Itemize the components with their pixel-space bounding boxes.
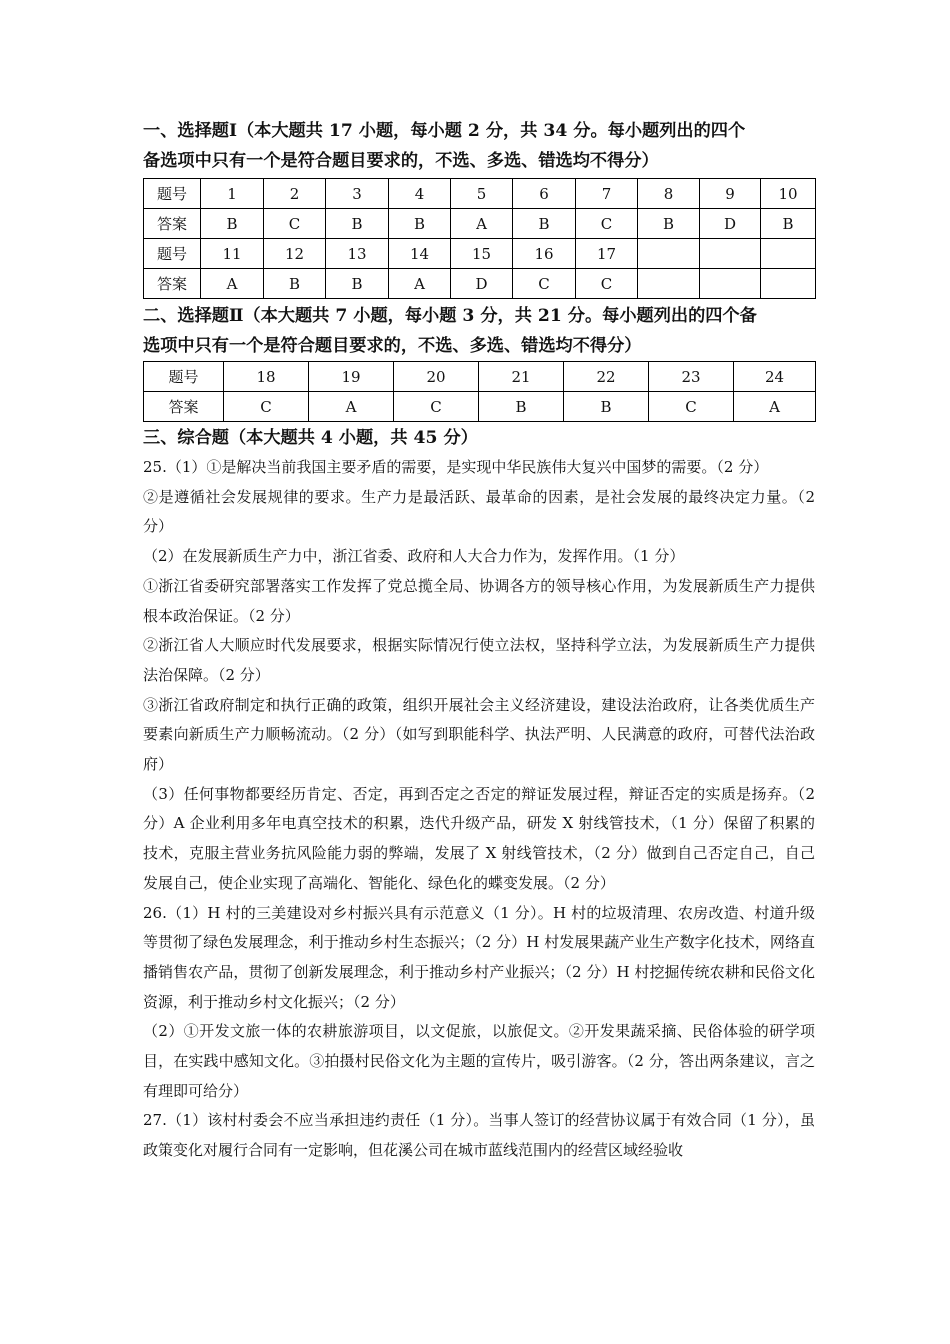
table-cell: D [451, 269, 513, 299]
table-cell: C [649, 392, 734, 422]
table-row [144, 362, 816, 392]
table-cell: C [576, 209, 638, 239]
table-row [144, 269, 816, 299]
table-cell [761, 239, 816, 269]
table-cell: 13 [326, 239, 389, 269]
table-cell: 1 [201, 179, 264, 209]
table-cell: C [224, 392, 309, 422]
paragraph: （2）在发展新质生产力中，浙江省委、政府和人大合力作为，发挥作用。（1 分） [143, 547, 685, 566]
table-cell: B [326, 269, 389, 299]
table-cell [700, 239, 761, 269]
table-cell: A [389, 269, 451, 299]
paragraph: 27.（1）该村村委会不应当承担违约责任（1 分）。当事人签订的经营协议属于有效合同（1 分），虽政策变化对履行合同有一定影响，但花溪公司在城市蓝线范围内的经营区域经验收 [143, 1111, 815, 1160]
table-cell: 16 [513, 239, 576, 269]
row-header-cell: 答案 [144, 209, 201, 239]
section2-title-line1: 二、选择题Ⅱ（本大题共 7 小题，每小题 3 分，共 21 分。每小题列出的四个备 [143, 306, 757, 326]
table-cell: 7 [576, 179, 638, 209]
table-row [144, 239, 816, 269]
table-cell: B [564, 392, 649, 422]
table-cell [761, 269, 816, 299]
paragraph: 26.（1）H 村的三美建设对乡村振兴具有示范意义（1 分）。H 村的垃圾清理、农房改造、村道升级等贯彻了绿色发展理念，利于推动乡村生态振兴；（2 分）H 村发展果蔬产业生产数字化技术，网络直播销售农产品，贯彻了创新发展理念，利于推动乡村产业振兴；（2 分）H 村挖掘传统农耕和民俗文化资源，利于推动乡村文化振兴；（2 分） [143, 903, 815, 1011]
table-cell: 20 [394, 362, 479, 392]
table-cell: B [264, 269, 326, 299]
table-cell: B [479, 392, 564, 422]
table-cell: 11 [201, 239, 264, 269]
paragraph: ②浙江省人大顺应时代发展要求，根据实际情况行使立法权，坚持科学立法，为发展新质生产力提供法治保障。（2 分） [143, 636, 815, 684]
table-cell: 10 [761, 179, 816, 209]
table-cell: 24 [734, 362, 816, 392]
paragraph: ③浙江省政府制定和执行正确的政策，组织开展社会主义经济建设，建设法治政府，让各类优质生产要素向新质生产力顺畅流动。（2 分）（如写到职能科学、执法严明、人民满意的政府，可替代法治政府） [143, 695, 815, 774]
table-cell: A [451, 209, 513, 239]
table-cell [638, 269, 700, 299]
table-cell: A [201, 269, 264, 299]
table-row [144, 209, 816, 239]
section1-title-line2: 备选项中只有一个是符合题目要求的，不选、多选、错选均不得分） [143, 151, 659, 171]
table-cell: A [309, 392, 394, 422]
table-cell [638, 239, 700, 269]
table-cell: 3 [326, 179, 389, 209]
paragraph: （2）①开发文旅一体的农耕旅游项目，以文促旅，以旅促文。②开发果蔬采摘、民俗体验的研学项目，在实践中感知文化。③拍摄村民俗文化为主题的宣传片，吸引游客。（2 分，答出两条建议，言之有理即可给分） [143, 1022, 815, 1100]
table-cell: C [513, 269, 576, 299]
section1-answer-table [143, 178, 816, 299]
row-header-cell: 答案 [144, 269, 201, 299]
table-row [144, 179, 816, 209]
table-cell: C [576, 269, 638, 299]
table-cell: B [513, 209, 576, 239]
table-cell: 19 [309, 362, 394, 392]
table-cell: 2 [264, 179, 326, 209]
table-cell: 23 [649, 362, 734, 392]
paragraph: ①浙江省委研究部署落实工作发挥了党总揽全局、协调各方的领导核心作用，为发展新质生产力提供根本政治保证。（2 分） [143, 576, 815, 625]
table-cell: 21 [479, 362, 564, 392]
table-cell: 14 [389, 239, 451, 269]
table-cell: 5 [451, 179, 513, 209]
section1-title-line1: 一、选择题Ⅰ（本大题共 17 小题，每小题 2 分，共 34 分。每小题列出的四个 [143, 121, 746, 141]
table-cell: B [761, 209, 816, 239]
table-cell: 15 [451, 239, 513, 269]
section2-title-line2: 选项中只有一个是符合题目要求的，不选、多选、错选均不得分） [143, 336, 642, 356]
paragraph: ②是遵循社会发展规律的要求。生产力是最活跃、最革命的因素，是社会发展的最终决定力量。（2 分） [143, 487, 815, 536]
paragraph: 25.（1）①是解决当前我国主要矛盾的需要，是实现中华民族伟大复兴中国梦的需要。（2 分） [143, 458, 769, 476]
row-header-cell: 题号 [144, 362, 224, 392]
row-header-cell: 题号 [144, 239, 201, 269]
section3-body [143, 453, 815, 1166]
table-cell: 8 [638, 179, 700, 209]
table-cell: 17 [576, 239, 638, 269]
section2-answer-table [143, 361, 816, 422]
table-cell: B [638, 209, 700, 239]
row-header-cell: 题号 [144, 179, 201, 209]
table-cell: 6 [513, 179, 576, 209]
answer-key-page [143, 116, 815, 1166]
table-cell: 4 [389, 179, 451, 209]
table-cell: 12 [264, 239, 326, 269]
table-cell: D [700, 209, 761, 239]
table-cell [700, 269, 761, 299]
table-cell: 18 [224, 362, 309, 392]
table-cell: C [394, 392, 479, 422]
section3-title: 三、综合题（本大题共 4 小题，共 45 分） [143, 428, 478, 448]
row-header-cell: 答案 [144, 392, 224, 422]
table-cell: B [201, 209, 264, 239]
table-cell: C [264, 209, 326, 239]
table-row [144, 392, 816, 422]
table-cell: 22 [564, 362, 649, 392]
paragraph: （3）任何事物都要经历肯定、否定，再到否定之否定的辩证发展过程，辩证否定的实质是扬弃。（2 分）A 企业利用多年电真空技术的积累，迭代升级产品，研发 X 射线管技术，（1 分）保留了积累的技术，克服主营业务抗风险能力弱的弊端，发展了 X 射线管技术，（2 分）做到自己否定自己，自己发展自己，使企业实现了高端化、智能化、绿色化的蝶变发展。（2 分） [143, 784, 815, 892]
table-cell: B [389, 209, 451, 239]
table-cell: 9 [700, 179, 761, 209]
table-cell: A [734, 392, 816, 422]
table-cell: B [326, 209, 389, 239]
